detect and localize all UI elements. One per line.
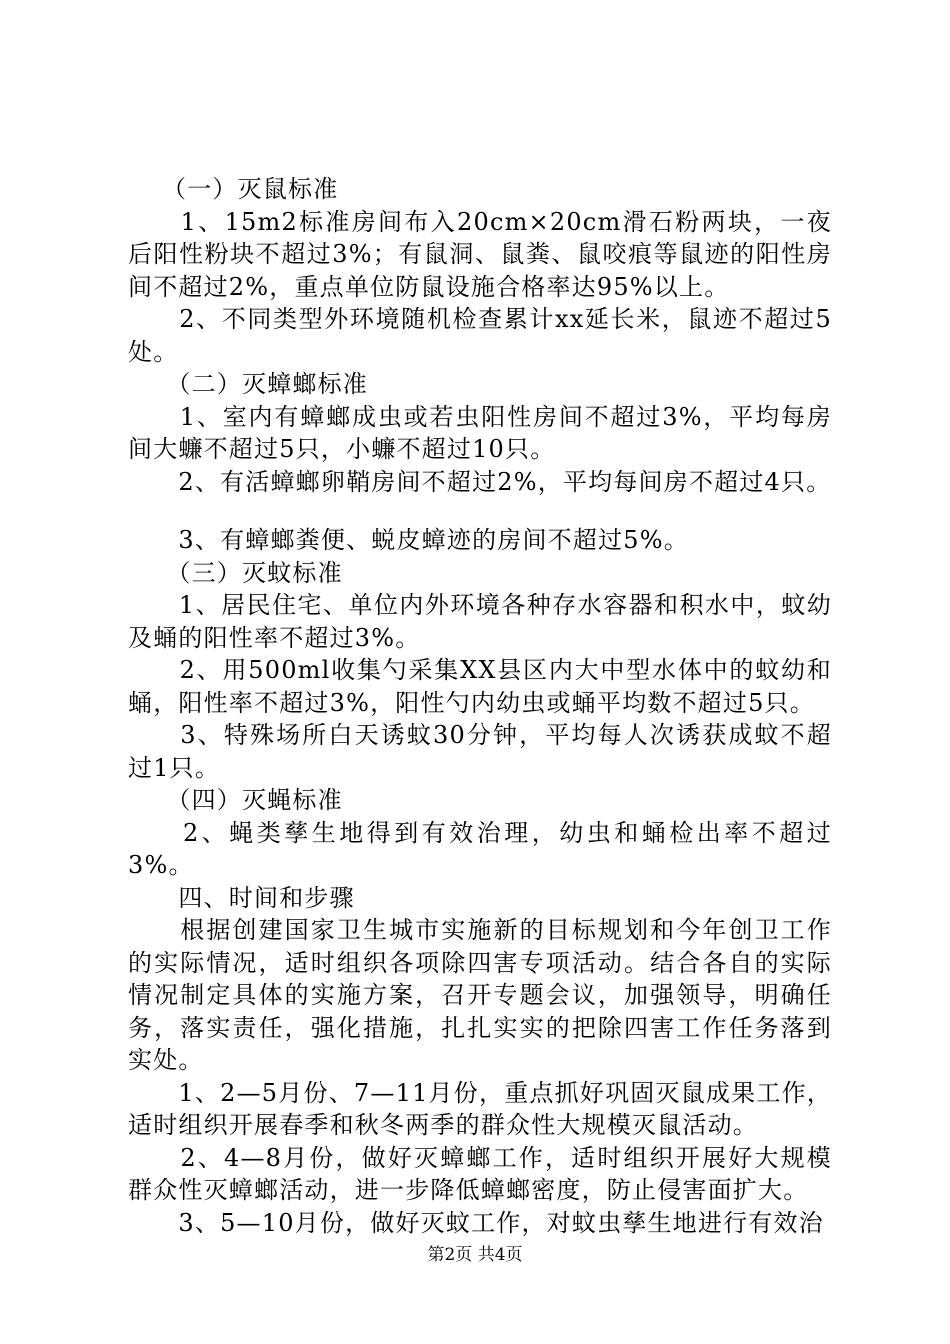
paragraph-spacer [128, 498, 832, 524]
paragraph: 1、2—5月份、7—11月份，重点抓好巩固灭鼠成果工作，适时组织开展春季和秋冬两季的群众性大规模灭鼠活动。 [128, 1078, 832, 1139]
section-heading-cockroach: （二）灭蟑螂标准 [128, 370, 368, 398]
paragraph: 1、居民住宅、单位内外环境各种存水容器和积水中，蚊幼及蛹的阳性率不超过3%。 [128, 591, 832, 652]
section-heading-rat: （一）灭鼠标准 [128, 175, 339, 203]
section-heading-schedule: 四、时间和步骤 [128, 883, 355, 912]
paragraph: 2、不同类型外环境随机检查累计xx延长米，鼠迹不超过5处。 [128, 305, 832, 366]
section-heading-fly: （四）灭蝇标准 [128, 786, 343, 814]
paragraph: 2、蝇类孳生地得到有效治理，幼虫和蛹检出率不超过3%。 [128, 818, 832, 879]
document-body [128, 173, 832, 1239]
paragraph: 3、特殊场所白天诱蚊30分钟，平均每人次诱获成蚊不超过1只。 [128, 721, 832, 782]
paragraph: 1、室内有蟑螂成虫或若虫阳性房间不超过3%，平均每房间大蠊不超过5只，小蠊不超过10只。 [128, 402, 832, 463]
paragraph: 1、15m2标准房间布入20cm×20cm滑石粉两块，一夜后阳性粉块不超过3%；有鼠洞、鼠粪、鼠咬痕等鼠迹的阳性房间不超过2%，重点单位防鼠设施合格率达95%以上。 [128, 207, 832, 301]
paragraph: 2、4—8月份，做好灭蟑螂工作，适时组织开展好大规模群众性灭蟑螂活动，进一步降低蟑螂密度，防止侵害面扩大。 [128, 1143, 832, 1204]
paragraph: 2、用500ml收集勺采集XX县区内大中型水体中的蚊幼和蛹，阳性率不超过3%，阳性勺内幼虫或蛹平均数不超过5只。 [128, 656, 832, 717]
paragraph: 根据创建国家卫生城市实施新的目标规划和今年创卫工作的实际情况，适时组织各项除四害专项活动。结合各自的实际情况制定具体的实施方案，召开专题会议，加强领导，明确任务，落实责任，强化措施，扎扎实实的把除四害工作任务落到实处。 [128, 916, 832, 1074]
page-footer: 第2页 共4页 [427, 1245, 523, 1265]
section-heading-mosquito: （三）灭蚊标准 [128, 558, 343, 587]
paragraph: 2、有活蟑螂卵鞘房间不超过2%，平均每间房不超过4只。 [128, 467, 832, 496]
paragraph: 3、有蟑螂粪便、蜕皮蟑迹的房间不超过5%。 [128, 526, 689, 554]
paragraph: 3、5—10月份，做好灭蚊工作，对蚊虫孳生地进行有效治 [128, 1208, 824, 1237]
